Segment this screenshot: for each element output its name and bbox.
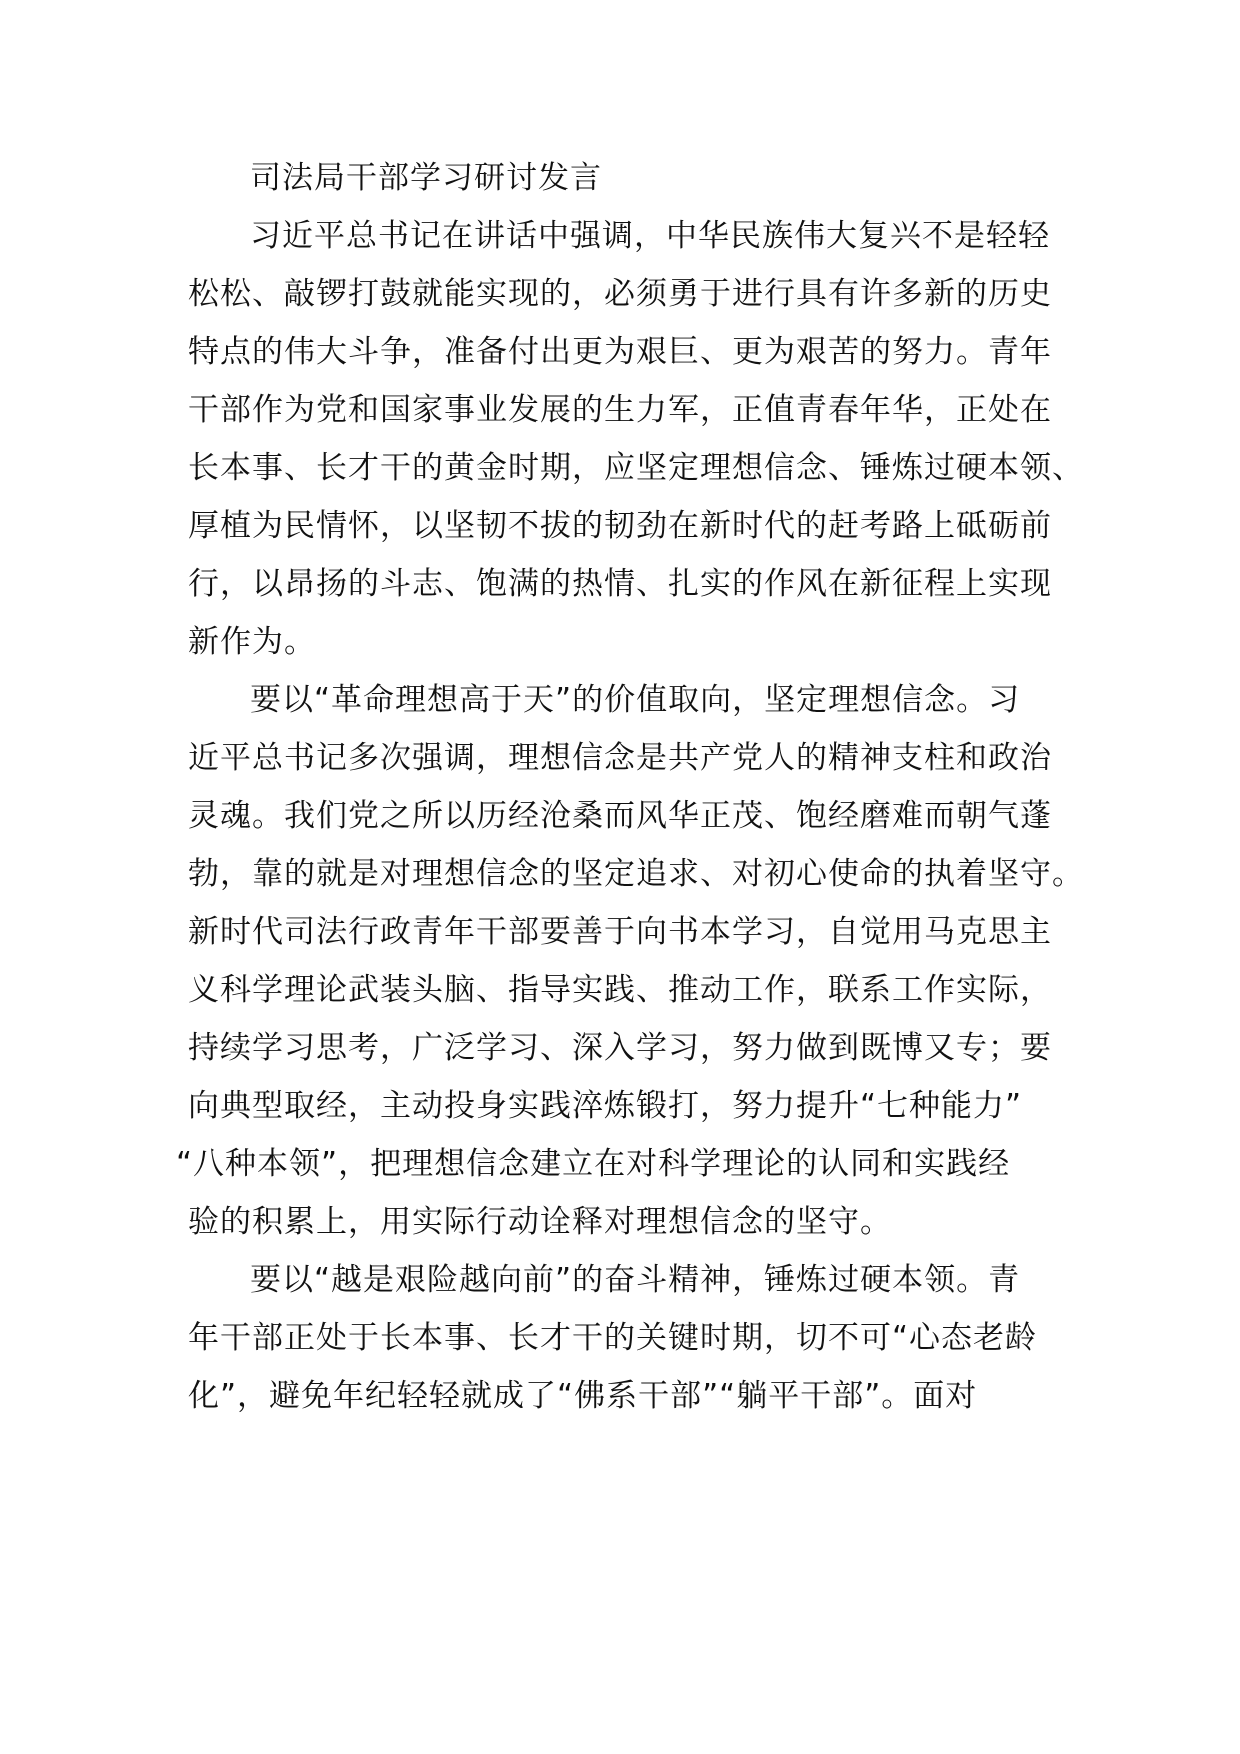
paragraph-line: 松松、敲锣打鼓就能实现的，必须勇于进行具有许多新的历史	[188, 276, 1052, 312]
paragraph-line: 习近平总书记在讲话中强调，中华民族伟大复兴不是轻轻	[250, 218, 1050, 254]
paragraph-line: 近平总书记多次强调，理想信念是共产党人的精神支柱和政治	[188, 740, 1052, 776]
paragraph-line: 要以“革命理想高于天”的价值取向，坚定理想信念。习	[250, 682, 1021, 718]
document-title: 司法局干部学习研讨发言	[250, 160, 602, 196]
paragraph-line: 化”，避免年纪轻轻就成了“佛系干部”“躺平干部”。面对	[188, 1378, 978, 1414]
paragraph-line: 行，以昂扬的斗志、饱满的热情、扎实的作风在新征程上实现	[188, 566, 1052, 602]
paragraph-line: 新作为。	[188, 624, 316, 660]
paragraph-line: 义科学理论武装头脑、指导实践、推动工作，联系工作实际，	[188, 972, 1052, 1008]
paragraph-line: 持续学习思考，广泛学习、深入学习，努力做到既博又专；要	[188, 1030, 1052, 1066]
paragraph-line: 勃，靠的就是对理想信念的坚定追求、对初心使命的执着坚守。	[188, 856, 1084, 892]
paragraph-line: 年干部正处于长本事、长才干的关键时期，切不可“心态老龄	[188, 1320, 1038, 1356]
paragraph-line: 干部作为党和国家事业发展的生力军，正值青春年华，正处在	[188, 392, 1052, 428]
paragraph-line: 要以“越是艰险越向前”的奋斗精神，锤炼过硬本领。青	[250, 1262, 1021, 1298]
paragraph-line: 长本事、长才干的黄金时期，应坚定理想信念、锤炼过硬本领、	[188, 450, 1084, 486]
paragraph-line: 厚植为民情怀，以坚韧不拔的韧劲在新时代的赶考路上砥砺前	[188, 508, 1052, 544]
paragraph-line: 新时代司法行政青年干部要善于向书本学习，自觉用马克思主	[188, 914, 1052, 950]
paragraph-line: 验的积累上，用实际行动诠释对理想信念的坚守。	[188, 1204, 892, 1240]
paragraph-line: 向典型取经，主动投身实践淬炼锻打，努力提升“七种能力”	[188, 1088, 1023, 1124]
paragraph-line: 特点的伟大斗争，准备付出更为艰巨、更为艰苦的努力。青年	[188, 334, 1052, 370]
paragraph-line: “八种本领”，把理想信念建立在对科学理论的认同和实践经	[176, 1146, 1011, 1182]
paragraph-line: 灵魂。我们党之所以历经沧桑而风华正茂、饱经磨难而朝气蓬	[188, 798, 1052, 834]
